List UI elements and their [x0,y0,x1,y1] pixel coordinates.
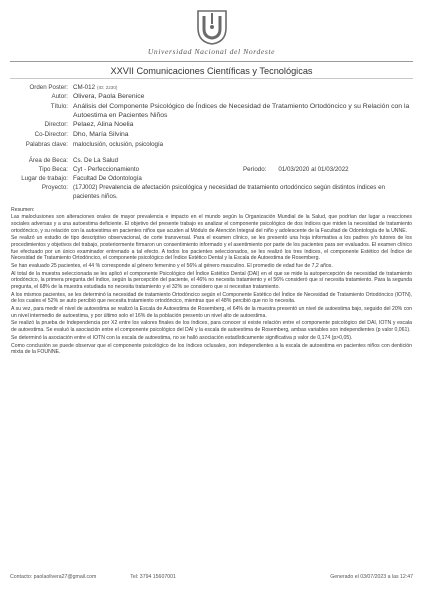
tipo-value: Cyt - Perfeccionamiento [73,166,140,173]
abstract-paragraph: Se realizó un estudio de tipo descriptivo observacional, de corte transversal. Para el examen clínico, se les presentó una hoja informativa a los padres y/o tutores de los procedimientos y objetivos del trabajo, posteriormente firmaron un consentimiento informado y el asentimiento por parte de los pacientes para ser evaluados. El examen clínico fue efectuado por un único examinador entrenado a tal efecto. A todos los pacientes seleccionados, se les realizó los tres índices, el componente Estético del Índice de Necesidad de Tratamiento Ortodóncico, el componente psicológico del Índice Estético Dental y la Escala de Autoestima de Rosemberg. [11,235,412,262]
director-value: Pelaez, Alina Noelia [73,121,134,129]
autor-value: Olivera, Paola Berenice [73,93,145,101]
abstract [10,207,413,356]
tipo-label: Tipo Beca: [38,166,68,173]
proyecto-label: Proyecto: [41,184,68,192]
periodo-label: Período: [243,166,267,173]
keywords-label: Palabras clave: [25,140,68,148]
area-label: Área de Beca: [28,156,68,164]
meta-row-orden [10,84,413,92]
lugar-label: Lugar de trabajo: [21,175,68,183]
abstract-paragraph: Como conclusión se puede observar que el componente psicológico de los índices oclusales, son independientes a la escala de autoestima en pacientes niños con dentición mixta de la FOUNNE. [11,342,412,356]
meta-row-autor [10,93,413,102]
abstract-paragraph: Al total de la muestra seleccionada se les aplicó el componente Psicológico del Índice Estético Dental (DAI) en el que se mide la autopercepción de necesidad de tratamiento ortodóncico, la primera pregunta del índice, según la percepción del paciente, el 46% no necesita tratamiento y el 56% consideró que sí necesita tratamiento. Para la segunda pregunta, el 68% de la muestra estudiada no necesita tratamiento y el 32% se considero que si necesitan tratamiento. [11,270,412,290]
abstract-paragraph: Se han evaluado 25 pacientes, el 44 % corresponde al género femenino y el 56% al género masculino. El promedio de edad fue de 7,2 años. [11,262,333,269]
orden-label: Orden Poster: [29,84,68,91]
logo-emblem-icon [195,8,229,46]
proyecto-value: (17J002) Prevalencia de afectación psicológica y necesidad de tratamiento ortodóncico según distintos índices en pacientes niños. [73,184,385,200]
abstract-paragraph: A los mismos pacientes, se les determinó la necesidad de tratamiento Ortodóncico según el Componente Estético del Índice de Necesidad de Tratamiento Ortodóncico (IOTN), de los cuales el 52% se auto percibió que necesita tratamiento ortodóncico, mientras que el 48% percibió que no lo necesita. [11,291,412,305]
meta-row-keywords [10,141,413,149]
abstract-paragraph: Se determinó la asociación entre el IOTN con la escala de autoestima, no se halló asociación estadísticamente significativa p valor de 0,174 (p>0,05). [11,334,353,341]
abstract-paragraph: A su vez, para medir el nivel de autoestima se realizó la Escala de Autoestima de Rosemberg, el 64% de la muestra presentó un nivel de autoestima bajo, seguido del 20% con un nivel intermedio de autoestima, y por último solo el 16% de la población presento un nivel alto de autoestima. [11,306,412,319]
autor-label: Autor: [51,93,68,101]
meta-row-director [10,121,413,130]
footer-phone: Tel: 3794 15607001 [130,574,176,580]
footer-contact: Contacto: paolaolivera27@gmail.com [10,574,97,580]
titulo-value: Análisis del Componente Psicológico de Índices de Necesidad de Tratamiento Ortodóncico y su Relación con la Autoestima en Pacientes Niños [73,102,410,119]
keywords-value: maloclusión, oclusión, psicología [73,140,164,148]
titulo-label: Título: [50,102,68,110]
orden-id: (ID: 2230) [97,85,118,90]
university-name: Universidad Nacional del Nordeste [147,47,276,56]
director-label: Director: [44,121,68,129]
poster-metadata [10,84,413,201]
page-footer [10,574,413,580]
meta-row-proyecto [10,184,413,200]
area-value: Cs. De La Salud [73,156,119,164]
header-divider [10,61,413,62]
title-divider [10,78,413,79]
abstract-paragraph: Se realizó la prueba de Independencia por X2 entre los valores finales de los índices, para conocer si existe relación entre el componente psicológico del DAI, IOTN y escala de autoestima. Se evaluó la asociación entre el componente psicológico del DAI y la escala de autoestima de Rosemberg, ambas variables son independientes (p valor 0,061). [11,320,412,333]
meta-row-codirector [10,131,413,140]
lugar-value: Facultad De Odontología [73,175,142,183]
periodo-value: 01/03/2020 al 01/03/2022 [278,166,349,173]
footer-generated: Generado el 03/07/2023 a las 12:47 [330,574,413,580]
meta-row-titulo [10,103,413,120]
codirector-value: Dho, María Silvina [73,130,129,138]
meta-row-lugar [10,175,413,183]
meta-row-area [10,157,413,165]
university-logo [10,8,413,46]
codirector-label: Co-Director: [34,130,68,138]
meta-row-tipo [10,166,413,174]
event-title: XXVII Comunicaciones Científicas y Tecnológicas [110,66,313,76]
abstract-paragraph: Las maloclusiones son alteraciones orales de mayor prevalencia e impacto en el mundo según la Organización Mundial de la Salud, que podrían dar lugar a reacciones sociales adversas y a una autoestima deficiente. El objetivo del presente trabajo es analizar el componente psicológico de dos índices que miden la necesidad de tratamiento ortodóncico, y su relación con la autoestima en pacientes niños que acuden al Módulo de Atención Integral del niño y adolescente de la Facultad de Odontología de la UNNE. [11,214,412,234]
abstract-label: Resumen: [11,206,35,213]
orden-value: CM-012 [73,84,96,91]
